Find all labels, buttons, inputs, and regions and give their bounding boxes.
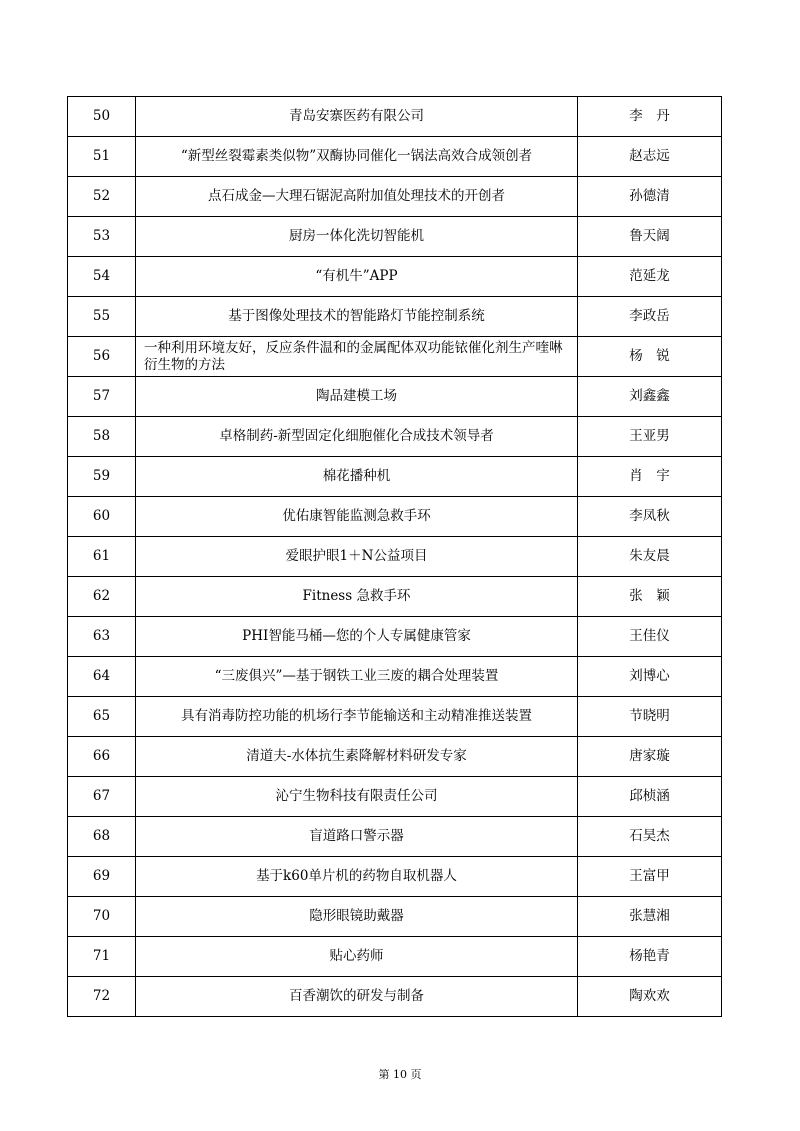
row-number: 72 [68, 977, 136, 1017]
page-number: 第 10 页 [378, 1068, 422, 1081]
project-name: 陶品建模工场 [136, 377, 578, 417]
table-row [68, 537, 722, 577]
person-name: 邱桢涵 [578, 777, 722, 817]
table-row [68, 457, 722, 497]
project-name: “新型丝裂霉素类似物”双酶协同催化一锅法高效合成领创者 [136, 137, 578, 177]
row-number: 63 [68, 617, 136, 657]
person-name: 李凤秋 [578, 497, 722, 537]
project-name: 基于k60单片机的药物自取机器人 [136, 857, 578, 897]
person-name: 石昊杰 [578, 817, 722, 857]
row-number: 52 [68, 177, 136, 217]
table-row [68, 977, 722, 1017]
project-table [67, 96, 722, 1017]
table-row [68, 97, 722, 137]
row-number: 51 [68, 137, 136, 177]
table-row [68, 617, 722, 657]
person-name: 鲁天阔 [578, 217, 722, 257]
table-row [68, 737, 722, 777]
person-name: 孙德清 [578, 177, 722, 217]
person-name: 张慧湘 [578, 897, 722, 937]
row-number: 54 [68, 257, 136, 297]
person-name: 唐家璇 [578, 737, 722, 777]
project-name: 百香潮饮的研发与制备 [136, 977, 578, 1017]
person-name: 刘博心 [578, 657, 722, 697]
project-name: 盲道路口警示器 [136, 817, 578, 857]
project-name: 一种利用环境友好，反应条件温和的金属配体双功能铱催化剂生产喹啉衍生物的方法 [136, 337, 578, 377]
project-name: 基于图像处理技术的智能路灯节能控制系统 [136, 297, 578, 337]
table-row [68, 577, 722, 617]
table-row [68, 337, 722, 377]
table-row [68, 137, 722, 177]
person-name: 范延龙 [578, 257, 722, 297]
person-name: 陶欢欢 [578, 977, 722, 1017]
project-name: 爱眼护眼1＋N公益项目 [136, 537, 578, 577]
person-name: 李 丹 [578, 97, 722, 137]
row-number: 66 [68, 737, 136, 777]
row-number: 53 [68, 217, 136, 257]
row-number: 60 [68, 497, 136, 537]
person-name: 张 颖 [578, 577, 722, 617]
row-number: 50 [68, 97, 136, 137]
row-number: 58 [68, 417, 136, 457]
table-row [68, 417, 722, 457]
person-name: 杨 锐 [578, 337, 722, 377]
row-number: 68 [68, 817, 136, 857]
project-name: 隐形眼镜助戴器 [136, 897, 578, 937]
project-name: 点石成金—大理石锯泥高附加值处理技术的开创者 [136, 177, 578, 217]
row-number: 59 [68, 457, 136, 497]
project-name: 厨房一体化洗切智能机 [136, 217, 578, 257]
row-number: 62 [68, 577, 136, 617]
project-name: 棉花播种机 [136, 457, 578, 497]
person-name: 李政岳 [578, 297, 722, 337]
person-name: 节晓明 [578, 697, 722, 737]
row-number: 67 [68, 777, 136, 817]
row-number: 64 [68, 657, 136, 697]
table-row [68, 177, 722, 217]
person-name: 王亚男 [578, 417, 722, 457]
project-name: 优佑康智能监测急救手环 [136, 497, 578, 537]
project-name: 沁宁生物科技有限责任公司 [136, 777, 578, 817]
row-number: 57 [68, 377, 136, 417]
table-row [68, 497, 722, 537]
table-row [68, 777, 722, 817]
person-name: 朱友晨 [578, 537, 722, 577]
project-name: PHI智能马桶—您的个人专属健康管家 [136, 617, 578, 657]
project-table-body [68, 97, 722, 1017]
person-name: 肖 宇 [578, 457, 722, 497]
table-row [68, 857, 722, 897]
row-number: 61 [68, 537, 136, 577]
person-name: 杨艳青 [578, 937, 722, 977]
project-name: 具有消毒防控功能的机场行李节能输送和主动精准推送装置 [136, 697, 578, 737]
person-name: 王佳仪 [578, 617, 722, 657]
table-row [68, 697, 722, 737]
row-number: 69 [68, 857, 136, 897]
project-name: 贴心药师 [136, 937, 578, 977]
row-number: 65 [68, 697, 136, 737]
row-number: 55 [68, 297, 136, 337]
project-name: 青岛安寨医药有限公司 [136, 97, 578, 137]
table-row [68, 297, 722, 337]
table-row [68, 657, 722, 697]
person-name: 王富甲 [578, 857, 722, 897]
project-name: “有机牛”APP [136, 257, 578, 297]
table-row [68, 937, 722, 977]
person-name: 刘鑫鑫 [578, 377, 722, 417]
row-number: 71 [68, 937, 136, 977]
table-row [68, 897, 722, 937]
row-number: 70 [68, 897, 136, 937]
project-name: “三废俱兴”—基于钢铁工业三废的耦合处理装置 [136, 657, 578, 697]
project-name: 卓格制药-新型固定化细胞催化合成技术领导者 [136, 417, 578, 457]
table-row [68, 257, 722, 297]
person-name: 赵志远 [578, 137, 722, 177]
row-number: 56 [68, 337, 136, 377]
project-name: 清道夫-水体抗生素降解材料研发专家 [136, 737, 578, 777]
table-row [68, 217, 722, 257]
table-row [68, 817, 722, 857]
project-name: Fitness 急救手环 [136, 577, 578, 617]
table-row [68, 377, 722, 417]
